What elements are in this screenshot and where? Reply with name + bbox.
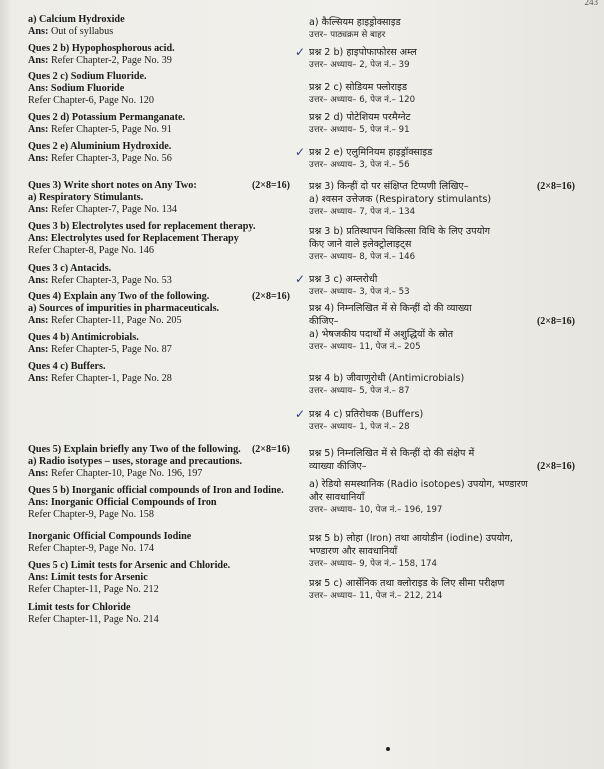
right-text-line xyxy=(309,478,575,491)
left-text-line xyxy=(28,531,290,543)
line-text: उत्तर– अध्याय– 3, पेज नं.– 56 xyxy=(309,160,410,170)
right-question-block xyxy=(309,81,575,106)
left-text-line xyxy=(28,560,290,572)
left-question-block xyxy=(28,112,290,136)
line-text: उत्तर– अध्याय– 8, पेज नं.– 146 xyxy=(309,252,416,262)
right-question-block xyxy=(295,45,575,71)
right-text-line xyxy=(309,372,575,385)
line-text: Ans: Refer Chapter-10, Page No. 196, 197 xyxy=(28,468,203,479)
left-text-line xyxy=(28,112,290,124)
line-text: प्रश्न 2 d) पोटेशियम परमैग्नेट xyxy=(309,112,411,123)
line-text: Ques 5) Explain briefly any Two of the following. xyxy=(28,444,241,455)
right-text-line xyxy=(309,558,575,570)
line-text: प्रश्न 2 c) सोडियम फ्लोराइड xyxy=(309,82,407,93)
left-text-line xyxy=(28,180,290,192)
left-question-block xyxy=(28,444,290,480)
check-mark-icon: ✓ xyxy=(295,145,306,159)
left-text-line xyxy=(28,71,290,83)
page-number: 243 xyxy=(584,0,598,7)
line-text: उत्तर– अध्याय– 2, पेज नं.– 39 xyxy=(309,60,410,70)
left-text-line xyxy=(28,26,290,38)
line-text: Ans: Refer Chapter-3, Page No. 53 xyxy=(28,275,172,286)
left-text-line xyxy=(28,543,290,555)
line-text: उत्तर– अध्याय– 5, पेज नं.– 91 xyxy=(309,125,410,135)
line-text: Ques 2 c) Sodium Fluoride. xyxy=(28,71,147,82)
left-text-line xyxy=(28,485,290,497)
right-question-block xyxy=(295,407,575,433)
right-text-line xyxy=(309,124,575,136)
left-text-line xyxy=(28,14,290,26)
check-mark-icon: ✓ xyxy=(295,45,306,59)
line-text: Ques 5 c) Limit tests for Arsenic and Chloride. xyxy=(28,560,231,571)
right-question-block xyxy=(309,302,575,353)
left-question-block xyxy=(28,71,290,107)
line-text: Ques 3 b) Electrolytes used for replacement therapy. xyxy=(28,221,256,232)
left-text-line xyxy=(28,43,290,55)
line-text: Ans: Sodium Fluoride xyxy=(28,83,125,94)
line-text: Ans: Refer Chapter-2, Page No. 39 xyxy=(28,55,172,66)
line-text: प्रश्न 4 c) प्रतिरोधक (Buffers) xyxy=(309,409,424,420)
right-text-line xyxy=(309,590,575,602)
line-text: प्रश्न 4 b) जीवाणुरोधी (Antimicrobials) xyxy=(309,373,465,384)
left-text-line xyxy=(28,468,290,480)
left-text-line xyxy=(28,275,290,287)
line-text: Ques 3 c) Antacids. xyxy=(28,263,112,274)
left-text-line xyxy=(28,303,290,315)
left-question-block xyxy=(28,14,290,38)
left-text-line xyxy=(28,141,290,153)
right-text-line xyxy=(309,59,575,71)
left-question-block xyxy=(28,180,290,216)
right-text-line xyxy=(309,159,575,171)
left-question-block xyxy=(28,263,290,287)
left-text-line xyxy=(28,124,290,136)
left-text-line xyxy=(28,204,290,216)
left-text-line xyxy=(28,221,290,233)
left-text-line xyxy=(28,315,290,327)
right-text-line xyxy=(309,421,575,433)
line-text: Refer Chapter-11, Page No. 212 xyxy=(28,584,159,595)
line-text: Ques 3) Write short notes on Any Two: xyxy=(28,180,197,191)
left-text-line xyxy=(28,233,290,245)
line-text: उत्तर– अध्याय– 11, पेज नं.– 205 xyxy=(309,342,421,352)
check-mark-icon: ✓ xyxy=(295,407,306,421)
left-question-block xyxy=(28,485,290,521)
left-text-line xyxy=(28,361,290,373)
line-text: Ans: Refer Chapter-7, Page No. 134 xyxy=(28,204,177,215)
line-text: उत्तर– पाठ्यक्रम से बाहर xyxy=(309,30,386,40)
line-text: प्रश्न 4) निम्नलिखित में से किन्हीं दो की व्याख्या xyxy=(309,303,472,314)
line-text: a) भेषजकीय पदार्थों में अशुद्धियों के स्रोत xyxy=(309,329,454,340)
left-question-block xyxy=(28,43,290,67)
right-text-line xyxy=(309,491,575,504)
line-text: उत्तर– अध्याय– 6, पेज नं.– 120 xyxy=(309,95,416,105)
left-question-block xyxy=(28,141,290,165)
line-text: Refer Chapter-11, Page No. 214 xyxy=(28,614,159,625)
left-text-line xyxy=(28,344,290,356)
left-question-block xyxy=(28,221,290,257)
marks-label: (2×8=16) xyxy=(251,180,290,191)
left-text-line xyxy=(28,291,290,303)
right-text-line xyxy=(309,532,575,545)
line-text: Ques 2 d) Potassium Permanganate. xyxy=(28,112,186,123)
left-question-block xyxy=(28,361,290,385)
right-text-line xyxy=(309,341,575,353)
check-mark-icon: ✓ xyxy=(295,272,306,286)
line-text: उत्तर– अध्याय– 1, पेज नं.– 28 xyxy=(309,422,410,432)
line-text: भण्डारण और सावधानियाँ xyxy=(309,546,398,557)
left-text-line xyxy=(28,444,290,456)
line-text: Ans: Refer Chapter-5, Page No. 91 xyxy=(28,124,172,135)
left-text-line xyxy=(28,373,290,385)
line-text: प्रश्न 2 e) एलुमिनियम हाइड्रॉक्साइड xyxy=(309,147,433,158)
right-text-line xyxy=(309,273,575,286)
line-text: उत्तर– अध्याय– 10, पेज नं.– 196, 197 xyxy=(309,505,443,515)
line-text: प्रश्न 5 c) आर्सेनिक तथा क्लोराइड के लिए सीमा परीक्षण xyxy=(309,578,505,589)
line-text: Ans: Inorganic Official Compounds of Iron xyxy=(28,497,217,508)
right-text-line xyxy=(309,447,575,460)
line-text: प्रश्न 3 b) प्रतिस्थापन चिकित्सा विधि के लिए उपयोग xyxy=(309,226,491,237)
left-text-line xyxy=(28,497,290,509)
left-question-block xyxy=(28,332,290,356)
right-question-block xyxy=(309,447,575,473)
line-text: Ques 4 b) Antimicrobials. xyxy=(28,332,139,343)
line-text: प्रश्न 5) निम्नलिखित में से किन्हीं दो की संक्षेप में xyxy=(309,448,475,459)
right-text-line xyxy=(309,238,575,251)
right-question-block xyxy=(309,180,575,218)
right-text-line xyxy=(309,206,575,218)
right-text-line xyxy=(309,94,575,106)
line-text: Ans: Out of syllabus xyxy=(28,26,114,37)
right-text-line xyxy=(309,29,575,41)
right-text-line xyxy=(309,16,575,29)
line-text: a) Respiratory Stimulants. xyxy=(28,192,144,203)
right-question-block xyxy=(295,272,575,298)
right-text-line xyxy=(309,460,575,473)
line-text: a) श्वसन उत्तेजक (Respiratory stimulants) xyxy=(309,194,492,205)
line-text: a) Sources of impurities in pharmaceuticals. xyxy=(28,303,220,314)
right-text-line xyxy=(309,315,575,328)
right-text-line xyxy=(309,577,575,590)
left-question-block xyxy=(28,602,290,626)
left-question-block xyxy=(28,560,290,596)
left-text-line xyxy=(28,55,290,67)
right-text-line xyxy=(309,225,575,238)
line-text: कीजिए– xyxy=(309,316,339,327)
line-text: Ques 5 b) Inorganic official compounds of Iron and Iodine. xyxy=(28,485,284,496)
right-question-block xyxy=(295,145,575,171)
right-question-block xyxy=(309,532,575,570)
right-text-line xyxy=(309,302,575,315)
left-question-block xyxy=(28,291,290,327)
left-text-line xyxy=(28,572,290,584)
right-text-line xyxy=(309,385,575,397)
left-text-line xyxy=(28,245,290,257)
right-text-line xyxy=(309,81,575,94)
line-text: a) Radio isotypes – uses, storage and precautions. xyxy=(28,456,243,467)
marks-label: (2×8=16) xyxy=(536,316,575,327)
left-text-line xyxy=(28,263,290,275)
left-text-line xyxy=(28,83,290,95)
line-text: a) कैल्सियम हाइड्रोक्साइड xyxy=(309,17,401,28)
line-text: Ans: Electrolytes used for Replacement Therapy xyxy=(28,233,239,244)
right-question-block xyxy=(309,225,575,263)
line-text: a) रेडियो समस्थानिक (Radio isotopes) उपयोग, भण्डारण xyxy=(309,479,528,490)
ink-dot xyxy=(386,747,390,751)
line-text: उत्तर– अध्याय– 9, पेज नं.– 158, 174 xyxy=(309,559,437,569)
right-text-line xyxy=(309,408,575,421)
line-text: Refer Chapter-8, Page No. 146 xyxy=(28,245,154,256)
right-text-line xyxy=(309,146,575,159)
right-text-line xyxy=(309,251,575,263)
marks-label: (2×8=16) xyxy=(251,291,290,302)
right-text-line xyxy=(309,180,575,193)
right-question-block xyxy=(309,478,575,516)
right-text-line xyxy=(309,46,575,59)
right-text-line xyxy=(309,286,575,298)
line-text: और सावधानियाँ xyxy=(309,492,365,503)
right-question-block xyxy=(309,577,575,602)
marks-label: (2×8=16) xyxy=(251,444,290,455)
line-text: Refer Chapter-6, Page No. 120 xyxy=(28,95,154,106)
marks-label: (2×8=16) xyxy=(536,181,575,192)
right-text-line xyxy=(309,545,575,558)
line-text: Ans: Refer Chapter-1, Page No. 28 xyxy=(28,373,172,384)
marks-label: (2×8=16) xyxy=(536,461,575,472)
left-text-line xyxy=(28,153,290,165)
line-text: Ans: Refer Chapter-11, Page No. 205 xyxy=(28,315,182,326)
line-text: Ans: Refer Chapter-3, Page No. 56 xyxy=(28,153,172,164)
line-text: Limit tests for Chloride xyxy=(28,602,131,613)
line-text: Ques 2 b) Hypophosphorous acid. xyxy=(28,43,175,54)
right-text-line xyxy=(309,193,575,206)
line-text: Ques 4 c) Buffers. xyxy=(28,361,106,372)
line-text: व्याख्या कीजिए– xyxy=(309,461,367,472)
line-text: उत्तर– अध्याय– 3, पेज नं.– 53 xyxy=(309,287,410,297)
line-text: उत्तर– अध्याय– 7, पेज नं.– 134 xyxy=(309,207,416,217)
line-text: उत्तर– अध्याय– 5, पेज नं.– 87 xyxy=(309,386,410,396)
line-text: Ques 4) Explain any Two of the following. xyxy=(28,291,210,302)
line-text: प्रश्न 3 c) अम्लरोधी xyxy=(309,274,378,285)
line-text: a) Calcium Hydroxide xyxy=(28,14,125,25)
left-text-line xyxy=(28,509,290,521)
left-text-line xyxy=(28,614,290,626)
left-question-block xyxy=(28,531,290,555)
right-text-line xyxy=(309,111,575,124)
line-text: प्रश्न 2 b) हाइपोफाफोरस अम्ल xyxy=(309,47,417,58)
left-text-line xyxy=(28,95,290,107)
line-text: उत्तर– अध्याय– 11, पेज नं.– 212, 214 xyxy=(309,591,443,601)
line-text: प्रश्न 3) किन्हीं दो पर संक्षिप्त टिप्पणी लिखिए– xyxy=(309,181,469,192)
line-text: Ques 2 e) Aluminium Hydroxide. xyxy=(28,141,172,152)
right-text-line xyxy=(309,504,575,516)
right-question-block xyxy=(309,372,575,397)
left-text-line xyxy=(28,456,290,468)
left-text-line xyxy=(28,332,290,344)
left-text-line xyxy=(28,602,290,614)
line-text: Inorganic Official Compounds Iodine xyxy=(28,531,192,542)
line-text: Refer Chapter-9, Page No. 158 xyxy=(28,509,154,520)
line-text: किए जाने वाले इलेक्ट्रोलाइट्स xyxy=(309,239,412,250)
line-text: Ans: Limit tests for Arsenic xyxy=(28,572,148,583)
line-text: Ans: Refer Chapter-5, Page No. 87 xyxy=(28,344,172,355)
right-question-block xyxy=(309,111,575,136)
line-text: प्रश्न 5 b) लोहा (Iron) तथा आयोडीन (iodine) उपयोग, xyxy=(309,533,513,544)
right-text-line xyxy=(309,328,575,341)
right-question-block xyxy=(309,16,575,41)
left-text-line xyxy=(28,584,290,596)
line-text: Refer Chapter-9, Page No. 174 xyxy=(28,543,154,554)
left-text-line xyxy=(28,192,290,204)
